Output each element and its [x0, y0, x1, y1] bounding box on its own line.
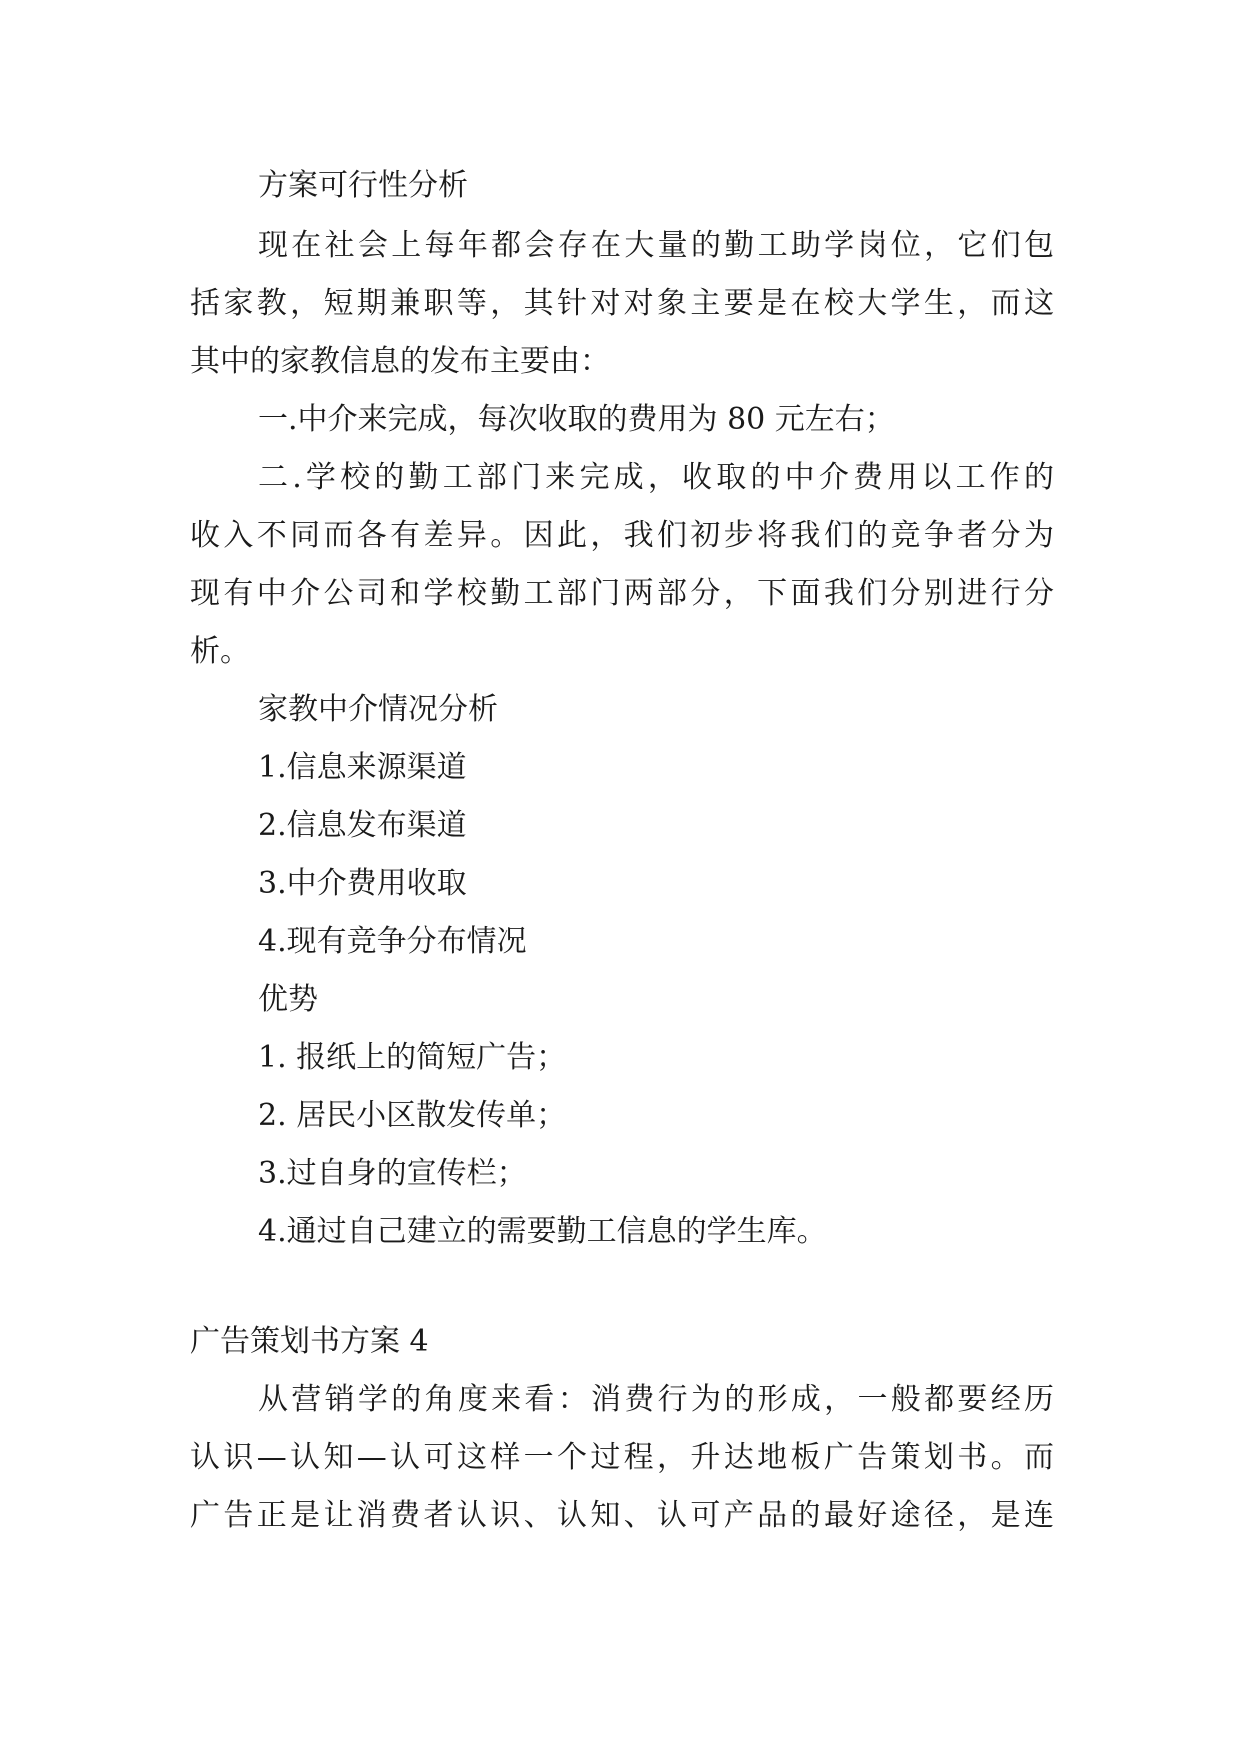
paragraph-line: 现在社会上每年都会存在大量的勤工助学岗位，它们包 [258, 228, 1054, 263]
list-item: 1.信息来源渠道 [258, 750, 467, 785]
paragraph-line: 其中的家教信息的发布主要由： [190, 344, 610, 379]
paragraph-line: 现有中介公司和学校勤工部门两部分，下面我们分别进行分 [190, 576, 1054, 611]
list-item: 4.通过自己建立的需要勤工信息的学生库。 [258, 1214, 827, 1249]
paragraph-line: 广告正是让消费者认识、认知、认可产品的最好途径，是连 [190, 1498, 1054, 1533]
list-item: 4.现有竞争分布情况 [258, 924, 527, 959]
paragraph-line: 括家教，短期兼职等，其针对对象主要是在校大学生，而这 [190, 286, 1054, 321]
heading-tutoring-agency-analysis: 家教中介情况分析 [258, 692, 498, 727]
list-item: 二.学校的勤工部门来完成，收取的中介费用以工作的 [258, 460, 1054, 495]
list-item: 1. 报纸上的简短广告； [258, 1040, 567, 1075]
paragraph-line: 析。 [190, 634, 250, 669]
list-item: 3.中介费用收取 [258, 866, 467, 901]
paragraph-line: 认识—认知—认可这样一个过程，升达地板广告策划书。而 [190, 1440, 1054, 1475]
paragraph-line: 从营销学的角度来看：消费行为的形成，一般都要经历 [258, 1382, 1054, 1417]
list-item: 2. 居民小区散发传单； [258, 1098, 567, 1133]
list-item: 3.过自身的宣传栏； [258, 1156, 527, 1191]
list-item: 2.信息发布渠道 [258, 808, 467, 843]
heading-advantages: 优势 [258, 982, 318, 1017]
heading-feasibility-analysis: 方案可行性分析 [258, 168, 468, 203]
section-title: 广告策划书方案 4 [190, 1324, 429, 1359]
list-item: 一.中介来完成，每次收取的费用为 80 元左右； [258, 402, 895, 437]
paragraph-line: 收入不同而各有差异。因此，我们初步将我们的竞争者分为 [190, 518, 1054, 553]
